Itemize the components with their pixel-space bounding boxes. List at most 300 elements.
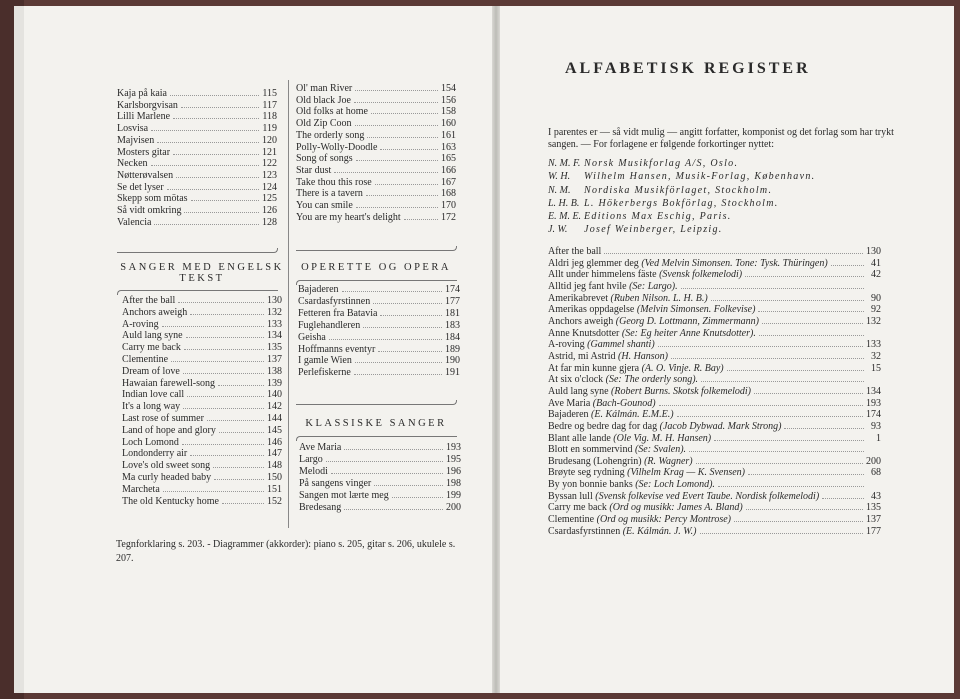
entry-title: Carry me back (Ord og musikk: James A. Bland) [548,502,743,514]
song-title: Geisha [298,331,326,343]
page-number: 183 [445,319,460,331]
song-title: Marcheta [122,483,160,495]
abbreviation-value: Josef Weinberger, Leipzig. [584,224,723,236]
register-entry [548,351,881,363]
abbreviation-key: N. M. F. [548,158,581,169]
entry-title: Anne Knutsdotter (Se: Eg heiter Anne Knutsdotter). [548,327,756,339]
leader-dots [378,350,442,352]
leader-dots [173,117,259,119]
list-item [117,182,277,194]
list-item [122,330,282,342]
list-item [299,478,461,490]
page-number: 190 [445,355,460,367]
leader-dots [689,450,864,452]
register-entry [548,398,881,410]
register-entry [548,328,881,340]
list-item [298,355,460,367]
song-title: The orderly song [296,129,365,141]
page-number: 93 [871,420,881,432]
page-number: 126 [262,205,277,217]
leader-dots [745,275,864,277]
leader-dots [171,360,264,362]
leader-dots [190,313,264,315]
abbreviation-key: W. H. [548,171,571,183]
leader-dots [677,415,863,417]
leader-dots [367,136,438,138]
leader-dots [831,264,864,266]
page-number: 118 [262,111,277,123]
entry-title: Aldri jeg glemmer deg (Ved Melvin Simonsen. Tone: Tysk. Thüringen) [548,257,828,269]
song-list-col2 [296,83,456,223]
page-title: ALFABETISK REGISTER [565,60,811,77]
entry-note: (Ruben Nilson. L. H. B.) [610,292,708,304]
entry-title: Blant alle lande (Ole Vig. M. H. Hansen) [548,432,712,444]
page-number: 139 [267,377,282,389]
page-number: 161 [441,129,456,141]
page-number: 41 [871,257,881,269]
list-item [299,442,461,454]
leader-dots [186,336,264,338]
leader-dots [354,373,442,375]
register-entry [548,374,881,386]
entry-note: (Se: Loch Lomond). [635,479,715,491]
leader-dots [671,357,864,359]
entry-note: (Ord og musikk: Percy Montrose) [596,514,732,526]
leader-dots [354,101,438,103]
leader-dots [659,404,863,406]
list-item [117,205,277,217]
list-item [117,147,277,159]
register-entry [548,433,881,445]
song-title: Valencia [117,216,152,228]
song-title: Loch Lomond [122,436,179,448]
page-number: 148 [267,460,282,472]
leader-dots [154,223,259,225]
entry-note: (Vilhelm Krag — K. Svensen) [627,467,746,479]
song-title: Necken [117,158,148,170]
song-title: You are my heart's delight [296,211,401,223]
leader-dots [758,310,864,312]
leader-dots [355,89,438,91]
leader-dots [734,520,863,522]
page-number: 122 [262,158,277,170]
page-number: 120 [262,134,277,146]
song-title: Perlefiskerne [298,367,351,379]
leader-dots [380,314,442,316]
section-heading-operette: OPERETTE OG OPERA [301,262,451,273]
abbreviation-row [548,197,815,210]
leader-dots [191,199,259,201]
leader-dots [727,369,864,371]
list-item [299,490,461,502]
leader-dots [218,384,264,386]
song-title: Indian love call [122,389,185,401]
leader-dots [176,176,259,178]
leader-dots [718,485,864,487]
list-item [298,344,460,356]
list-item [296,153,456,165]
song-title: I gamle Wien [298,355,352,367]
list-item [122,354,282,366]
page-number: 115 [262,88,277,99]
entry-note: (Jacob Dybwad. Mark Strong) [659,420,782,432]
register-entry [548,269,881,281]
leader-dots [355,124,438,126]
song-title: På sangens vinger [299,477,372,489]
entry-title: After the ball [548,246,602,257]
list-item [122,425,282,437]
english-song-list [122,295,282,507]
register-entry [548,502,881,514]
abbreviation-key: N. M. [548,184,571,196]
entry-title: By yon bonnie banks (Se: Loch Lomond). [548,479,715,491]
register-entry [548,258,881,270]
section-bracket [296,400,457,405]
entry-note: (Se: Eg heiter Anne Knutsdotter). [621,327,756,339]
leader-dots [681,287,864,289]
leader-dots [344,508,443,510]
page-number: 199 [446,489,461,501]
list-item [117,193,277,205]
entry-note: (Svensk folkemelodi) [659,269,743,281]
leader-dots [696,462,863,464]
leader-dots [162,325,264,327]
entry-note: (Ole Vig. M. H. Hansen) [613,432,712,444]
heading-line1: SANGER MED ENGELSK [120,262,284,273]
leader-dots [151,129,259,131]
list-item [299,466,461,478]
entry-title: Amerikas oppdagelse (Melvin Simonsen. Folkevise) [548,304,756,316]
leader-dots [363,326,442,328]
leader-dots [344,448,443,450]
leader-dots [183,407,264,409]
leader-dots [222,502,264,504]
leader-dots [331,472,443,474]
entry-title: Brudesang (Lohengrin) (R. Wagner) [548,455,693,467]
song-title: Melodi [299,465,328,477]
page-number: 130 [267,295,282,306]
song-title: Old Zip Coon [296,118,352,130]
leader-dots [658,345,863,347]
list-item [299,502,461,514]
abbreviation-key: E. M. E. [548,211,582,223]
song-title: The old Kentucky home [122,495,219,507]
page-number: 167 [441,176,456,188]
song-title: Sangen mot lærte meg [299,489,389,501]
page-number: 15 [871,362,881,374]
page-number: 134 [866,385,881,397]
leader-dots [374,484,443,486]
page-number: 147 [267,448,282,460]
song-title: Nøtterøvalsen [117,169,174,181]
entry-title: Astrid, mi Astrid (H. Hanson) [548,350,669,362]
page-number: 134 [267,330,282,342]
song-title: Fuglehandleren [298,319,361,331]
page-number: 193 [446,442,461,453]
entry-title: Amerikabrevet (Ruben Nilson. L. H. B.) [548,292,708,304]
leader-dots [184,348,264,350]
page-number: 156 [441,94,456,106]
entry-title: Csardasfyrstinnen (E. Kálmán. J. W.) [548,525,697,537]
page-number: 168 [441,188,456,200]
page-number: 145 [267,424,282,436]
page-number: 137 [267,353,282,365]
list-item [298,308,460,320]
leader-dots [604,252,863,254]
page-number: 165 [441,153,456,165]
song-title: After the ball [122,295,176,306]
page-number: 119 [262,123,277,135]
leader-dots [178,301,264,303]
page-number: 32 [871,350,881,362]
page-number: 200 [446,501,461,513]
page-number: 184 [445,331,460,343]
leader-dots [404,218,438,220]
leader-dots [184,211,259,213]
register-entry [548,363,881,375]
list-item [117,111,277,123]
page-number: 189 [445,343,460,355]
leader-dots [700,532,863,534]
song-title: Carry me back [122,342,181,354]
entry-title: Byssan lull (Svensk folkevise ved Evert Taube. Nordisk folkemelodi) [548,490,820,502]
register-entry [548,526,881,538]
footnote: Tegnforklaring s. 203. - Diagrammer (akkorder): piano s. 205, gitar s. 206, ukulele s. 207. [116,539,456,564]
list-item [117,88,277,100]
entry-title: Allt under himmelens fäste (Svensk folkemelodi) [548,269,743,281]
song-title: Ma curly headed baby [122,471,212,483]
list-item [122,484,282,496]
list-item [117,123,277,135]
list-item [122,295,282,307]
register-entry [548,281,881,293]
register-entry [548,316,881,328]
leader-dots [754,392,863,394]
section-bracket [296,436,457,441]
page-number: 174 [445,284,460,295]
leader-dots [182,443,264,445]
list-item [122,307,282,319]
list-item [299,454,461,466]
page-number: 170 [441,200,456,212]
list-item [298,284,460,296]
list-item [296,83,456,95]
page-number: 123 [262,169,277,181]
leader-dots [748,473,864,475]
song-title: It's a long way [122,401,181,413]
list-item [122,342,282,354]
entry-note: (Melvin Simonsen. Folkevise) [636,304,756,316]
page-number: 1 [876,432,881,444]
entry-note: (E. Kálmán. E.M.E.) [591,409,674,421]
list-item [122,472,282,484]
page-number: 135 [267,342,282,354]
list-item [122,496,282,508]
leader-dots [714,439,864,441]
page-number: 130 [866,246,881,257]
leader-dots [190,454,264,456]
song-title: Ave Maria [299,442,342,453]
abbreviation-row [548,184,815,197]
leader-dots [373,302,442,304]
page-number: 198 [446,477,461,489]
leader-dots [822,497,864,499]
page-number: 92 [871,304,881,316]
leader-dots [163,490,264,492]
page-number: 125 [262,193,277,205]
register-entry [548,386,881,398]
abbreviation-value: L. Hökerbergs Bokförlag, Stockholm. [584,197,779,209]
page-number: 160 [441,118,456,130]
song-title: Mosters gitar [117,146,171,158]
page-number: 196 [446,465,461,477]
abbreviation-row [548,210,815,223]
page-number: 142 [267,401,282,413]
song-title: Losvisa [117,123,149,135]
list-item [122,448,282,460]
page-number: 140 [267,389,282,401]
song-title: Ol' man River [296,83,353,94]
list-item [122,366,282,378]
leader-dots [157,141,259,143]
abbreviation-row [548,157,815,170]
entry-note: (Gammel shanti) [587,339,655,351]
entry-note: (H. Hanson) [618,350,669,362]
song-title: Karlsborgvisan [117,99,178,111]
leader-dots [711,299,864,301]
song-title: Anchors aweigh [122,306,188,318]
entry-title: Clementine (Ord og musikk: Percy Montrose) [548,514,732,526]
list-item [117,100,277,112]
song-title: You can smile [296,200,353,212]
page-number: 146 [267,436,282,448]
list-item [296,118,456,130]
entry-note: (R. Wagner) [644,455,693,467]
song-title: Song of songs [296,153,353,165]
abbreviation-row [548,223,815,236]
leader-dots [746,508,863,510]
klassiske-list [299,442,461,513]
page-number: 152 [267,495,282,507]
abbreviation-row [548,170,815,183]
page-number: 132 [866,315,881,327]
leader-dots [207,419,264,421]
song-title: Så vidt omkring [117,205,182,217]
song-title: Londonderry air [122,448,188,460]
leader-dots [167,188,259,190]
abbreviation-value: Wilhelm Hansen, Musik-Forlag, København. [584,171,816,183]
entry-note: (Svensk folkevise ved Evert Taube. Nordisk folkemelodi) [595,490,820,502]
register-entry [548,456,881,468]
leader-dots [326,460,443,462]
page-number: 117 [262,99,277,111]
song-title: Se det lyser [117,181,164,193]
abbreviation-value: Nordiska Musikförlaget, Stockholm. [584,184,773,196]
leader-dots [375,183,438,185]
page-number: 68 [871,467,881,479]
leader-dots [181,106,259,108]
leader-dots [151,164,259,166]
leader-dots [784,427,864,429]
entry-title: At far min kunne gjera (A. O. Vinje. R. Bay) [548,362,724,374]
song-title: Majvisen [117,134,155,146]
song-title: Largo [299,453,323,465]
list-item [296,95,456,107]
song-title: There is a tavern [296,188,363,200]
register-entry [548,246,881,258]
register-entry [548,339,881,351]
page-number: 133 [866,339,881,351]
page-number: 43 [871,490,881,502]
song-title: Hoffmanns eventyr [298,343,376,355]
list-item [296,130,456,142]
page-number: 151 [267,483,282,495]
list-item [298,332,460,344]
song-title: Bajaderen [298,284,339,295]
song-title: Dream of love [122,365,180,377]
leader-dots [170,94,259,96]
entry-title: A-roving (Gammel shanti) [548,339,655,351]
entry-title: Bedre og bedre dag for dag (Jacob Dybwad. Mark Strong) [548,420,782,432]
page-edge-strip [14,6,24,693]
heading-line2: TEKST [179,273,225,284]
song-title: Kaja på kaia [117,88,167,99]
page-number: 172 [441,211,456,223]
list-item [117,158,277,170]
entry-title: Brøyte seg rydning (Vilhelm Krag — K. Svensen) [548,467,746,479]
register-list [548,246,881,537]
entry-note: (Georg D. Lottmann, Zimmermann) [615,315,760,327]
abbreviation-value: Editions Max Eschig, Paris. [584,211,732,223]
leader-dots [701,380,864,382]
page-number: 121 [262,146,277,158]
abbreviation-value: Norsk Musikforlag A/S, Oslo. [584,158,739,169]
register-entry [548,304,881,316]
entry-note: (E. Kálmán. J. W.) [622,525,697,537]
list-item [122,378,282,390]
section-bracket [117,248,278,253]
leader-dots [334,171,438,173]
page-number: 181 [445,307,460,319]
list-item [296,212,456,224]
section-bracket [296,246,457,251]
page-number: 177 [445,295,460,307]
list-item [122,319,282,331]
list-item [296,142,456,154]
register-entry [548,479,881,491]
song-title: Love's old sweet song [122,460,211,472]
list-item [122,437,282,449]
section-heading-english [113,262,291,284]
page-number: 150 [267,471,282,483]
page-number: 177 [866,525,881,537]
page-number: 133 [267,318,282,330]
list-item [117,217,277,229]
entry-title: At six o'clock (Se: The orderly song). [548,374,699,386]
song-title: Csardasfyrstinnen [298,295,371,307]
leader-dots [356,206,438,208]
page-number: 195 [446,453,461,465]
page-number: 166 [441,164,456,176]
entry-title: Ave Maria (Bach-Gounod) [548,397,656,409]
column-divider [288,80,289,528]
page-number: 144 [267,412,282,424]
entry-note: (Se: Largo). [629,280,678,292]
song-title: Last rose of summer [122,412,204,424]
operette-list [298,284,460,379]
intro-text: I parentes er — så vidt mulig — angitt forfatter, komponist og det forlag som har trykt sangen. — For forlagene er følgende forkortinger nyttet: [548,127,894,150]
list-item [117,135,277,147]
